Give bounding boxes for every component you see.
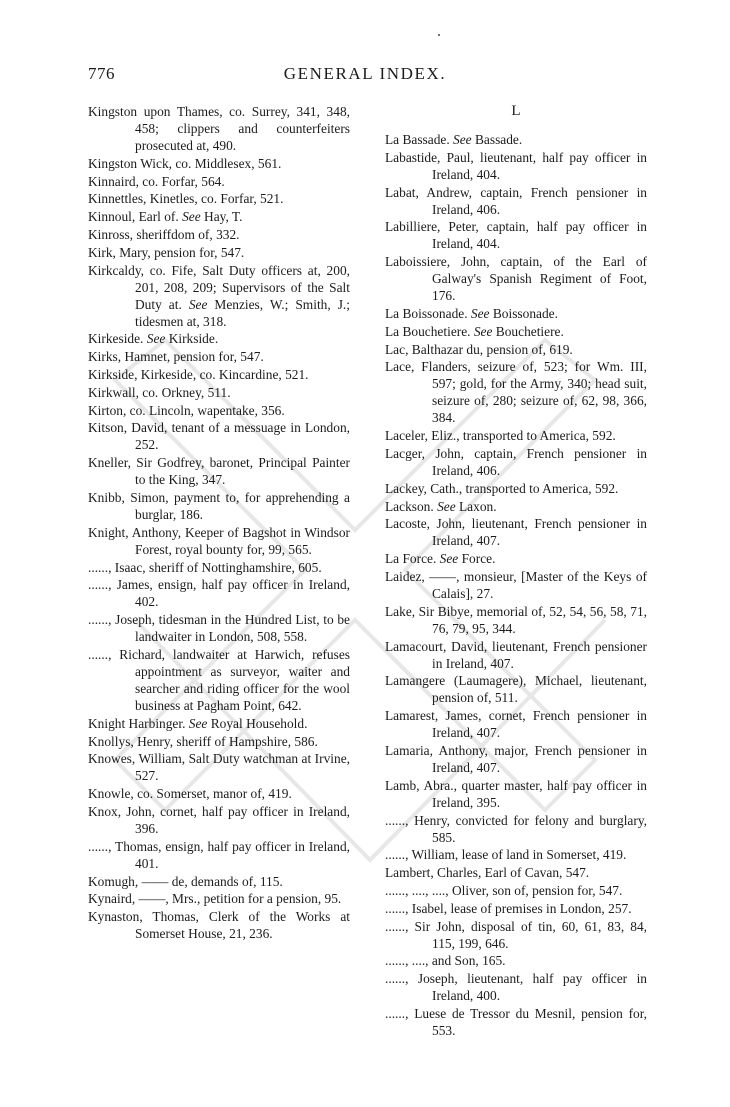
index-entry [385,864,647,881]
index-entry [385,638,647,672]
index-entry [385,480,647,497]
entry-text: Lacoste, John, lieutenant, French pensioner in Ireland, 407. [385,516,647,549]
index-entry [385,952,647,969]
entry-text: Lamangere (Laumagere), Michael, lieutenant, pension of, 511. [385,673,647,706]
see-reference: See [439,551,459,567]
entry-text: Lambert, Charles, Earl of Cavan, 547. [385,865,590,881]
index-entry [385,445,647,479]
entry-text: Kirk, Mary, pension for, 547. [88,244,245,260]
entry-text: Lackey, Cath., transported to America, 592. [385,480,619,496]
entry-text: ......, William, lease of land in Somerset, 419. [385,847,627,863]
index-entry [385,603,647,637]
entry-text: La Force. [385,551,440,567]
entry-text: Lamarest, James, cornet, French pensioner in Ireland, 407. [385,708,647,741]
index-entry [88,559,350,576]
index-entry [385,218,647,252]
index-entry [385,812,647,846]
index-entry [88,890,350,907]
index-entry [88,873,350,890]
entry-text: ......, James, ensign, half pay officer in Ireland, 402. [88,577,350,610]
index-entry [385,358,647,426]
entry-text: Kynaird, ——, Mrs., petition for a pension, 95. [88,891,342,907]
see-target: Royal Household. [207,715,308,731]
index-entry [88,208,350,225]
entry-text: Kingston upon Thames, co. Surrey, 341, 348, 458; clippers and counterfeiters prosecuted at, 490. [88,104,350,153]
see-target: Kirkside. [165,331,219,347]
running-title: GENERAL INDEX. [283,64,447,83]
index-entry [385,253,647,304]
entry-text: Lacger, John, captain, French pensioner in Ireland, 406. [385,445,647,478]
entry-text: ......, Thomas, ensign, half pay officer in Ireland, 401. [88,838,350,871]
entry-text: ......, Henry, convicted for felony and burglary, 585. [385,812,647,845]
entry-text: Lamacourt, David, lieutenant, French pensioner in Ireland, 407. [385,638,647,671]
index-entry [385,672,647,706]
index-entry [88,803,350,837]
entry-text: ......, Richard, landwaiter at Harwich, refuses appointment as surveyor, waiter and searcher and riding officer for the wool business at Pagham Point, 642. [88,646,350,713]
see-target: Hay, T. [200,209,243,225]
section-letter: L [511,103,521,119]
entry-text: Labat, Andrew, captain, French pensioner in Ireland, 406. [385,184,647,217]
entry-text: Laidez, ——, monsieur, [Master of the Keys of Calais], 27. [385,568,647,601]
index-entry [385,149,647,183]
index-entry [88,155,350,172]
entry-text: ......, Isaac, sheriff of Nottinghamshire, 605. [88,559,322,575]
index-entry [88,402,350,419]
index-entry [88,524,350,558]
entry-text: ......, Joseph, tidesman in the Hundred List, to be landwaiter in London, 508, 558. [88,612,350,645]
index-entry [88,262,350,330]
entry-text: Knowle, co. Somerset, manor of, 419. [88,786,292,802]
entry-text: La Boissonade. [385,305,471,321]
index-list-right [385,131,647,1039]
entry-text: Knollys, Henry, sheriff of Hampshire, 586. [88,733,318,749]
entry-text: Kinnoul, Earl of. [88,209,183,225]
entry-text: Knowes, William, Salt Duty watchman at Irvine, 527. [88,751,350,784]
entry-text: Kynaston, Thomas, Clerk of the Works at Somerset House, 21, 236. [88,909,350,942]
page-header [0,64,730,90]
index-entry [88,611,350,645]
index-entry [88,226,350,243]
entry-text: ......, Isabel, lease of premises in London, 257. [385,900,632,916]
see-reference: See [453,132,472,147]
index-entry [385,777,647,811]
index-entry [88,576,350,610]
index-entry [385,568,647,602]
see-target: Boissonade. [489,305,558,321]
index-list-left [88,103,350,942]
entry-text: Lackson. [385,498,438,514]
see-reference: See [146,331,166,347]
see-reference: See [473,323,493,339]
entry-text: Kirkeside. [88,331,147,347]
index-entry [385,550,647,567]
page-number: 776 [88,64,115,83]
see-target: Bouchetiere. [492,323,564,339]
index-entry [88,244,350,261]
index-entry [385,427,647,444]
entry-text: Knox, John, cornet, half pay officer in Ireland, 396. [88,803,350,836]
see-reference: See [437,498,456,514]
index-entry [88,646,350,714]
index-entry [385,341,647,358]
entry-text: Komugh, —— de, demands of, 115. [88,873,283,889]
index-entry [385,184,647,218]
see-target: Menzies, W.; Smith, J.; tidesmen at, 318. [135,296,350,329]
index-entry [88,190,350,207]
index-entry [88,366,350,383]
index-entry [385,305,647,322]
index-entry [385,515,647,549]
entry-text: Laceler, Eliz., transported to America, 592. [385,428,616,444]
entry-text: ......, ...., ...., Oliver, son of, pension for, 547. [385,882,623,898]
index-entry [88,173,350,190]
index-entry [88,348,350,365]
entry-text: Kinross, sheriffdom of, 332. [88,226,240,242]
index-entry [88,489,350,523]
index-entry [88,419,350,453]
index-entry [385,498,647,515]
index-entry [385,900,647,917]
see-reference: See [188,715,208,731]
print-speck [438,34,440,36]
entry-text: Lamaria, Anthony, major, French pensioner in Ireland, 407. [385,742,647,775]
entry-text: Kinnettles, Kinetles, co. Forfar, 521. [88,191,284,207]
entry-text: ......, Sir John, disposal of tin, 60, 61, 83, 84, 115, 199, 646. [385,918,647,951]
entry-text: Kingston Wick, co. Middlesex, 561. [88,155,282,171]
index-entry [385,707,647,741]
see-reference: See [470,305,490,321]
entry-text: Lamb, Abra., quarter master, half pay officer in Ireland, 395. [385,777,647,810]
see-reference: See [188,296,208,312]
see-target: Force. [458,551,496,567]
index-entry [88,330,350,347]
index-entry [385,970,647,1004]
entry-text: ......, Luese de Tressor du Mesnil, pension for, 553. [385,1005,647,1038]
entry-text: Kirton, co. Lincoln, wapentake, 356. [88,402,285,418]
index-entry [88,384,350,401]
entry-text: ......, ...., and Son, 165. [385,953,506,969]
see-target: Bassade. [471,132,523,147]
index-column-left [88,103,350,943]
entry-text: Kirkside, Kirkeside, co. Kincardine, 521. [88,366,309,382]
entry-text: Lac, Balthazar du, pension of, 619. [385,341,573,357]
entry-text: Laboissiere, John, captain, of the Earl of Galway's Spanish Regiment of Foot, 176. [385,254,647,304]
index-entry [385,742,647,776]
entry-text: Labastide, Paul, lieutenant, half pay officer in Ireland, 404. [385,149,647,182]
index-entry [88,454,350,488]
index-entry [88,733,350,750]
entry-text: Lace, Flanders, seizure of, 523; for Wm. III, 597; gold, for the Army, 340; head suit, seizure of, 280; seizure of, 62, 98, 366, 384. [385,359,647,426]
entry-text: Kneller, Sir Godfrey, baronet, Principal Painter to the King, 347. [88,455,350,488]
entry-text: Knight, Anthony, Keeper of Bagshot in Windsor Forest, royal bounty for, 99, 565. [88,524,350,557]
entry-text: Knight Harbinger. [88,715,189,731]
entry-text: Labilliere, Peter, captain, half pay officer in Ireland, 404. [385,219,647,252]
index-entry [88,750,350,784]
index-entry [385,1005,647,1039]
see-reference: See [182,209,201,225]
index-entry [88,785,350,802]
entry-text: Kirkwall, co. Orkney, 511. [88,384,231,400]
entry-text: La Bassade. [385,132,454,147]
see-target: Laxon. [455,498,497,514]
index-entry [88,838,350,872]
entry-text: ......, Joseph, lieutenant, half pay officer in Ireland, 400. [385,971,647,1004]
index-entry [385,323,647,340]
index-entry [385,131,647,148]
entry-text: Kitson, David, tenant of a messuage in London, 252. [88,420,350,453]
index-entry [385,918,647,952]
entry-text: Knibb, Simon, payment to, for apprehending a burglar, 186. [88,489,350,522]
entry-text: Lake, Sir Bibye, memorial of, 52, 54, 56, 58, 71, 76, 79, 95, 344. [385,603,647,636]
index-entry [88,715,350,732]
entry-text: La Bouchetiere. [385,323,474,339]
index-entry [385,846,647,863]
index-column-right [385,131,647,1040]
index-entry [385,882,647,899]
index-entry [88,908,350,942]
entry-text: Kinnaird, co. Forfar, 564. [88,173,225,189]
index-entry [88,103,350,154]
entry-text: Kirkcaldy, co. Fife, Salt Duty officers at, 200, 201, 208, 209; Supervisors of the Salt Duty at. [88,262,350,312]
entry-text: Kirks, Hamnet, pension for, 547. [88,349,264,365]
